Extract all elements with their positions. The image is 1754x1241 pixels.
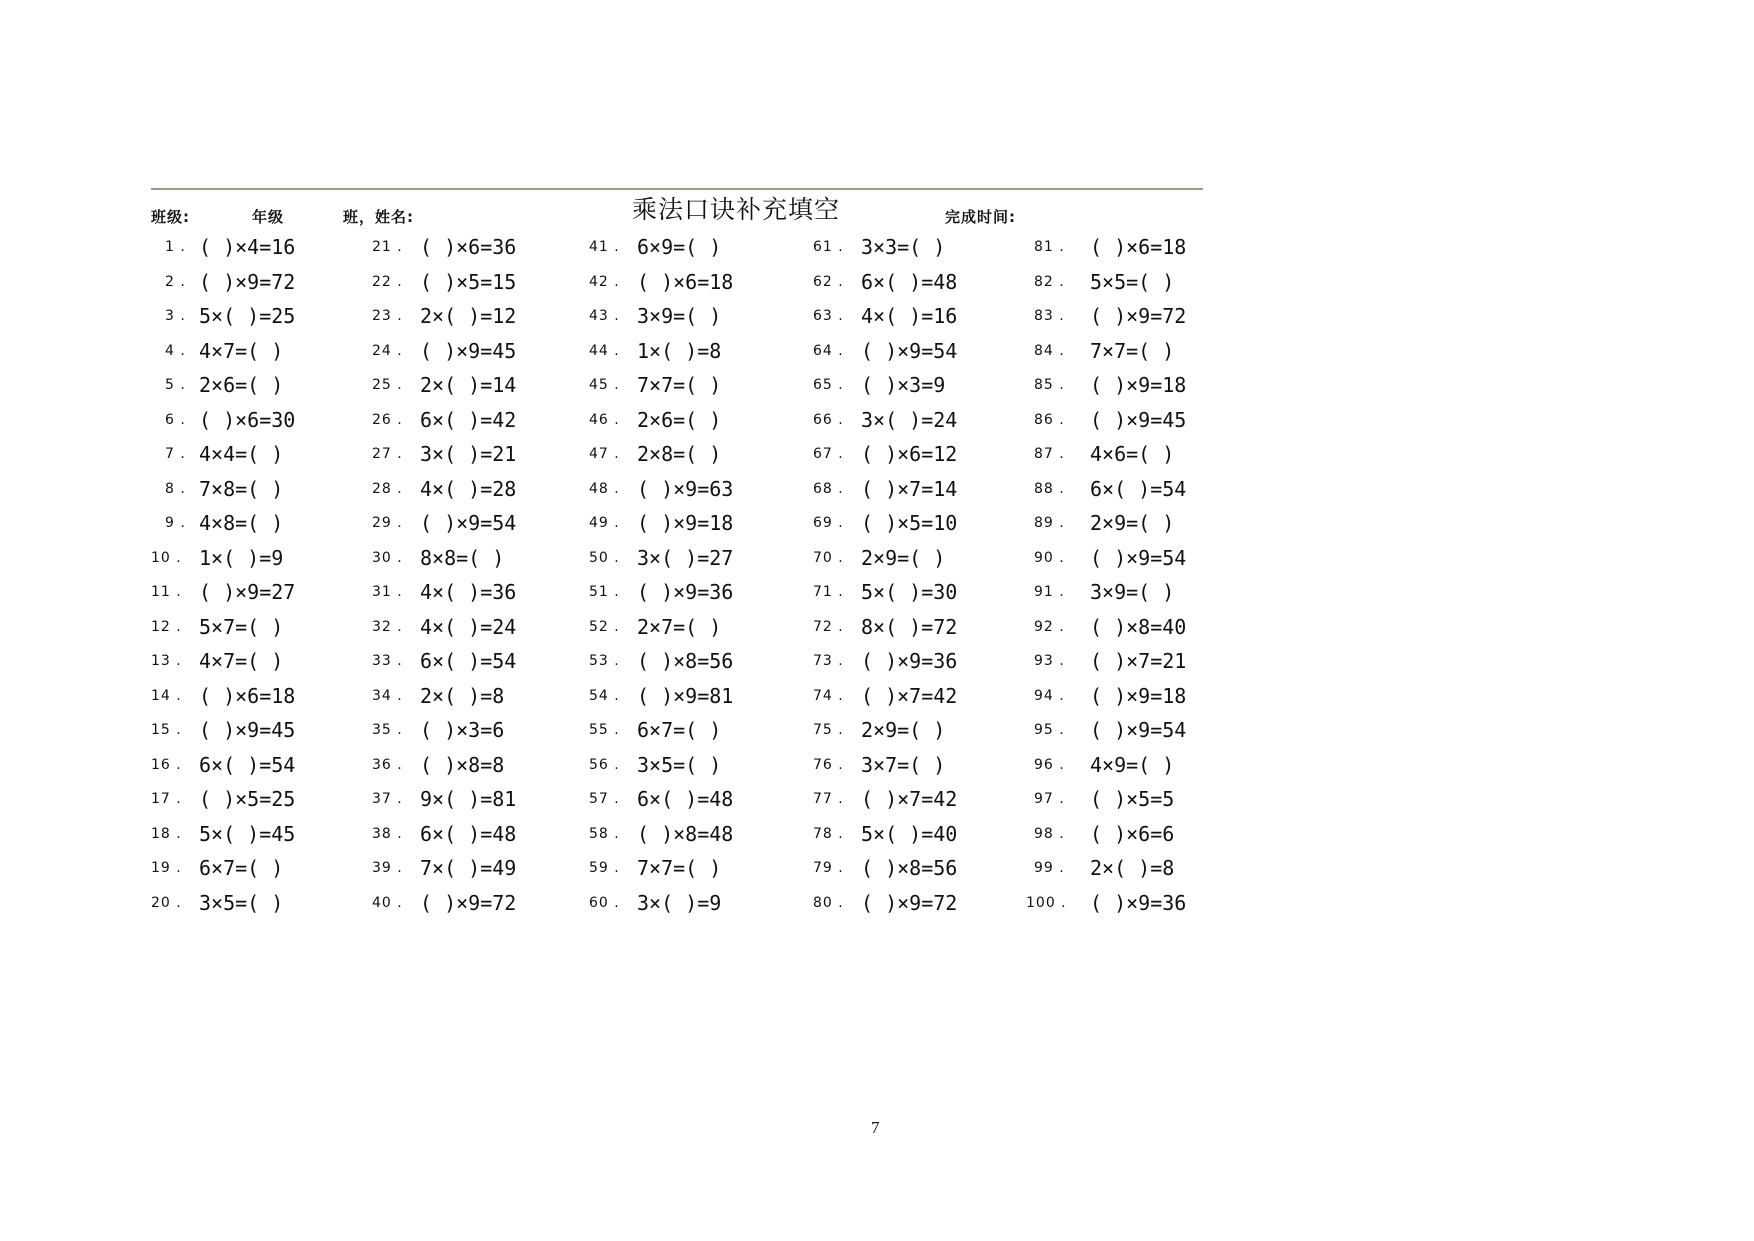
exercise-expression: ( )×9=63 [637, 476, 734, 501]
exercise-expression: 3×( )=9 [637, 890, 722, 915]
page-number: 7 [871, 1118, 880, 1137]
exercise-number: 87 . [1034, 446, 1065, 462]
exercise-expression: 2×9=( ) [861, 718, 946, 742]
exercise-expression: ( )×5=10 [861, 511, 958, 535]
exercise-expression: ( )×6=18 [1090, 235, 1187, 259]
exercise-expression: ( )×9=45 [1090, 407, 1187, 432]
exercise-expression: ( )×5=25 [199, 787, 296, 811]
exercise-expression: ( )×9=27 [199, 580, 296, 604]
exercise-expression: 4×7=( ) [199, 649, 284, 673]
exercise-number: 8 . [165, 480, 186, 497]
exercise-expression: ( )×8=40 [1090, 614, 1187, 639]
exercise-number: 23 . [372, 308, 403, 324]
exercise-number: 72 . [813, 618, 844, 635]
exercise-number: 2 . [165, 273, 186, 290]
exercise-number: 35 . [372, 722, 403, 738]
exercise-number: 11 . [151, 584, 182, 600]
time-label: 完成时间: [945, 208, 1016, 226]
exercise-expression: 2×8=( ) [637, 442, 722, 466]
exercise-number: 89 . [1034, 515, 1065, 531]
exercise-expression: 2×( )=12 [420, 304, 517, 328]
exercise-number: 12 . [151, 618, 182, 635]
exercise-expression: 3×( )=24 [861, 407, 958, 432]
exercise-number: 45 . [589, 377, 620, 393]
exercise-number: 82 . [1034, 273, 1065, 290]
exercise-expression: ( )×7=14 [861, 476, 958, 501]
exercise-number: 74 . [813, 687, 844, 704]
exercise-expression: ( )×5=5 [1090, 787, 1175, 811]
exercise-expression: 7×7=( ) [637, 373, 722, 397]
exercise-number: 61 . [813, 239, 844, 255]
exercise-number: 34 . [372, 687, 403, 704]
exercise-number: 17 . [151, 791, 182, 807]
grade-label: 年级 [252, 208, 285, 226]
exercise-number: 6 . [165, 411, 186, 428]
exercise-expression: 1×( )=9 [199, 545, 284, 570]
exercise-expression: 6×( )=54 [420, 649, 517, 673]
exercise-number: 76 . [813, 756, 844, 773]
exercise-number: 81 . [1034, 239, 1065, 255]
exercise-number: 21 . [372, 239, 403, 255]
exercise-expression: 6×( )=48 [420, 821, 517, 846]
exercise-number: 31 . [372, 584, 403, 600]
exercise-expression: 6×7=( ) [637, 718, 722, 742]
exercise-number: 9 . [165, 515, 186, 531]
exercise-expression: ( )×9=36 [861, 649, 958, 673]
name-label: 班，姓名: [343, 208, 414, 226]
exercise-number: 39 . [372, 860, 403, 876]
exercise-expression: 5×7=( ) [199, 614, 284, 639]
exercise-expression: 7×( )=49 [420, 856, 517, 880]
class-label: 班级: [151, 208, 190, 226]
exercise-expression: 2×6=( ) [199, 373, 284, 397]
exercise-expression: ( )×6=6 [1090, 821, 1175, 846]
exercise-number: 75 . [813, 722, 844, 738]
exercise-number: 60 . [589, 894, 620, 911]
exercise-expression: 7×7=( ) [637, 856, 722, 880]
exercise-number: 65 . [813, 377, 844, 393]
exercise-number: 58 . [589, 825, 620, 842]
exercise-expression: 5×5=( ) [1090, 269, 1175, 294]
exercise-number: 47 . [589, 446, 620, 462]
exercise-expression: ( )×9=18 [1090, 373, 1187, 397]
exercise-number: 97 . [1034, 791, 1065, 807]
exercise-number: 88 . [1034, 480, 1065, 497]
exercise-number: 40 . [372, 894, 403, 911]
exercise-number: 22 . [372, 273, 403, 290]
exercise-expression: ( )×9=36 [1090, 890, 1187, 915]
exercise-number: 51 . [589, 584, 620, 600]
exercise-number: 49 . [589, 515, 620, 531]
exercise-number: 43 . [589, 308, 620, 324]
exercise-expression: 4×4=( ) [199, 442, 284, 466]
exercise-number: 28 . [372, 480, 403, 497]
exercise-number: 98 . [1034, 825, 1065, 842]
exercise-number: 63 . [813, 308, 844, 324]
exercise-expression: 5×( )=25 [199, 304, 296, 328]
exercise-expression: 3×5=( ) [199, 890, 284, 915]
exercise-expression: 6×( )=42 [420, 407, 517, 432]
exercise-expression: 5×( )=40 [861, 821, 958, 846]
exercise-expression: 9×( )=81 [420, 787, 517, 811]
exercise-expression: ( )×9=18 [637, 511, 734, 535]
exercise-number: 20 . [151, 894, 182, 911]
exercise-number: 38 . [372, 825, 403, 842]
exercise-number: 92 . [1034, 618, 1065, 635]
exercise-number: 84 . [1034, 342, 1065, 359]
exercise-number: 54 . [589, 687, 620, 704]
exercise-expression: ( )×8=48 [637, 821, 734, 846]
exercise-expression: 4×( )=28 [420, 476, 517, 501]
exercise-number: 44 . [589, 342, 620, 359]
exercise-expression: 1×( )=8 [637, 338, 722, 363]
exercise-number: 66 . [813, 411, 844, 428]
exercise-number: 26 . [372, 411, 403, 428]
exercise-number: 24 . [372, 342, 403, 359]
exercise-number: 100 . [1026, 894, 1067, 911]
exercise-expression: ( )×8=56 [861, 856, 958, 880]
exercise-expression: 4×( )=16 [861, 304, 958, 328]
exercise-number: 68 . [813, 480, 844, 497]
exercise-expression: ( )×9=36 [637, 580, 734, 604]
exercise-number: 99 . [1034, 860, 1065, 876]
exercise-number: 55 . [589, 722, 620, 738]
exercise-number: 15 . [151, 722, 182, 738]
exercise-number: 64 . [813, 342, 844, 359]
exercise-expression: ( )×6=18 [637, 269, 734, 294]
exercise-number: 71 . [813, 584, 844, 600]
exercise-number: 14 . [151, 687, 182, 704]
exercise-number: 78 . [813, 825, 844, 842]
exercise-expression: 4×9=( ) [1090, 752, 1175, 777]
exercise-number: 1 . [165, 239, 186, 255]
exercise-expression: 4×( )=36 [420, 580, 517, 604]
exercise-expression: ( )×7=21 [1090, 649, 1187, 673]
exercise-expression: 6×9=( ) [637, 235, 722, 259]
exercise-number: 94 . [1034, 687, 1065, 704]
exercise-number: 79 . [813, 860, 844, 876]
exercise-number: 25 . [372, 377, 403, 393]
exercise-number: 86 . [1034, 411, 1065, 428]
exercise-number: 59 . [589, 860, 620, 876]
exercise-expression: 3×3=( ) [861, 235, 946, 259]
exercise-expression: ( )×4=16 [199, 235, 296, 259]
exercise-number: 16 . [151, 756, 182, 773]
exercise-expression: ( )×9=54 [861, 338, 958, 363]
exercise-expression: ( )×9=54 [420, 511, 517, 535]
exercise-number: 41 . [589, 239, 620, 255]
exercise-number: 67 . [813, 446, 844, 462]
exercise-number: 37 . [372, 791, 403, 807]
exercise-number: 90 . [1034, 549, 1065, 566]
exercise-expression: ( )×7=42 [861, 683, 958, 708]
exercise-expression: ( )×8=8 [420, 752, 505, 777]
exercise-number: 73 . [813, 653, 844, 669]
exercise-number: 5 . [165, 377, 186, 393]
exercise-number: 95 . [1034, 722, 1065, 738]
exercise-expression: 4×6=( ) [1090, 442, 1175, 466]
exercise-number: 91 . [1034, 584, 1065, 600]
exercise-expression: ( )×6=18 [199, 683, 296, 708]
exercise-expression: 6×( )=48 [637, 787, 734, 811]
exercise-expression: 2×( )=8 [420, 683, 505, 708]
exercise-number: 83 . [1034, 308, 1065, 324]
exercise-number: 93 . [1034, 653, 1065, 669]
exercise-expression: 4×8=( ) [199, 511, 284, 535]
exercise-number: 36 . [372, 756, 403, 773]
exercise-expression: 8×( )=72 [861, 614, 958, 639]
exercise-expression: ( )×9=18 [1090, 683, 1187, 708]
exercise-expression: 4×7=( ) [199, 338, 284, 363]
exercise-expression: 5×( )=45 [199, 821, 296, 846]
exercise-expression: 6×7=( ) [199, 856, 284, 880]
exercise-expression: 3×9=( ) [1090, 580, 1175, 604]
exercise-expression: 2×9=( ) [861, 545, 946, 570]
exercise-expression: ( )×9=54 [1090, 545, 1187, 570]
exercise-number: 10 . [151, 549, 182, 566]
exercise-number: 56 . [589, 756, 620, 773]
exercise-number: 18 . [151, 825, 182, 842]
exercise-expression: 5×( )=30 [861, 580, 958, 604]
exercise-number: 77 . [813, 791, 844, 807]
exercise-expression: ( )×8=56 [637, 649, 734, 673]
exercise-number: 50 . [589, 549, 620, 566]
exercise-expression: 4×( )=24 [420, 614, 517, 639]
exercise-expression: ( )×5=15 [420, 269, 517, 294]
exercise-expression: ( )×9=45 [420, 338, 517, 363]
exercise-number: 48 . [589, 480, 620, 497]
exercise-expression: ( )×3=6 [420, 718, 505, 742]
exercise-number: 62 . [813, 273, 844, 290]
exercise-number: 32 . [372, 618, 403, 635]
exercise-expression: 6×( )=48 [861, 269, 958, 294]
exercise-expression: ( )×9=72 [861, 890, 958, 915]
exercise-expression: ( )×6=30 [199, 407, 296, 432]
exercise-expression: 2×( )=14 [420, 373, 517, 397]
exercise-number: 70 . [813, 549, 844, 566]
exercise-expression: 3×9=( ) [637, 304, 722, 328]
exercise-expression: 8×8=( ) [420, 545, 505, 570]
exercise-expression: ( )×6=12 [861, 442, 958, 466]
exercise-expression: 3×( )=21 [420, 442, 517, 466]
exercise-number: 85 . [1034, 377, 1065, 393]
exercise-expression: 2×7=( ) [637, 614, 722, 639]
exercise-expression: 2×6=( ) [637, 407, 722, 432]
exercise-expression: 3×5=( ) [637, 752, 722, 777]
exercise-expression: ( )×6=36 [420, 235, 517, 259]
exercise-number: 30 . [372, 549, 403, 566]
exercise-expression: 2×9=( ) [1090, 511, 1175, 535]
exercise-number: 53 . [589, 653, 620, 669]
exercise-number: 57 . [589, 791, 620, 807]
exercise-expression: ( )×9=72 [199, 269, 296, 294]
exercise-number: 27 . [372, 446, 403, 462]
exercise-number: 7 . [165, 446, 186, 462]
exercise-expression: ( )×9=81 [637, 683, 734, 708]
exercise-expression: ( )×9=54 [1090, 718, 1187, 742]
exercise-expression: 7×8=( ) [199, 476, 284, 501]
exercise-expression: 3×( )=27 [637, 545, 734, 570]
page-title: 乘法口诀补充填空 [632, 195, 841, 224]
exercise-number: 69 . [813, 515, 844, 531]
exercise-number: 4 . [165, 342, 186, 359]
exercise-number: 29 . [372, 515, 403, 531]
exercise-number: 42 . [589, 273, 620, 290]
exercise-expression: 2×( )=8 [1090, 856, 1175, 880]
exercise-number: 96 . [1034, 756, 1065, 773]
exercise-expression: ( )×7=42 [861, 787, 958, 811]
exercise-expression: ( )×9=72 [1090, 304, 1187, 328]
exercise-number: 52 . [589, 618, 620, 635]
exercise-number: 80 . [813, 894, 844, 911]
exercise-expression: 3×7=( ) [861, 752, 946, 777]
exercise-number: 3 . [165, 308, 186, 324]
exercise-number: 33 . [372, 653, 403, 669]
exercise-expression: ( )×9=72 [420, 890, 517, 915]
exercise-expression: 7×7=( ) [1090, 338, 1175, 363]
exercise-expression: 6×( )=54 [199, 752, 296, 777]
exercise-number: 13 . [151, 653, 182, 669]
exercise-expression: ( )×3=9 [861, 373, 946, 397]
exercise-expression: 6×( )=54 [1090, 476, 1187, 501]
exercise-number: 46 . [589, 411, 620, 428]
exercise-number: 19 . [151, 860, 182, 876]
exercise-expression: ( )×9=45 [199, 718, 296, 742]
